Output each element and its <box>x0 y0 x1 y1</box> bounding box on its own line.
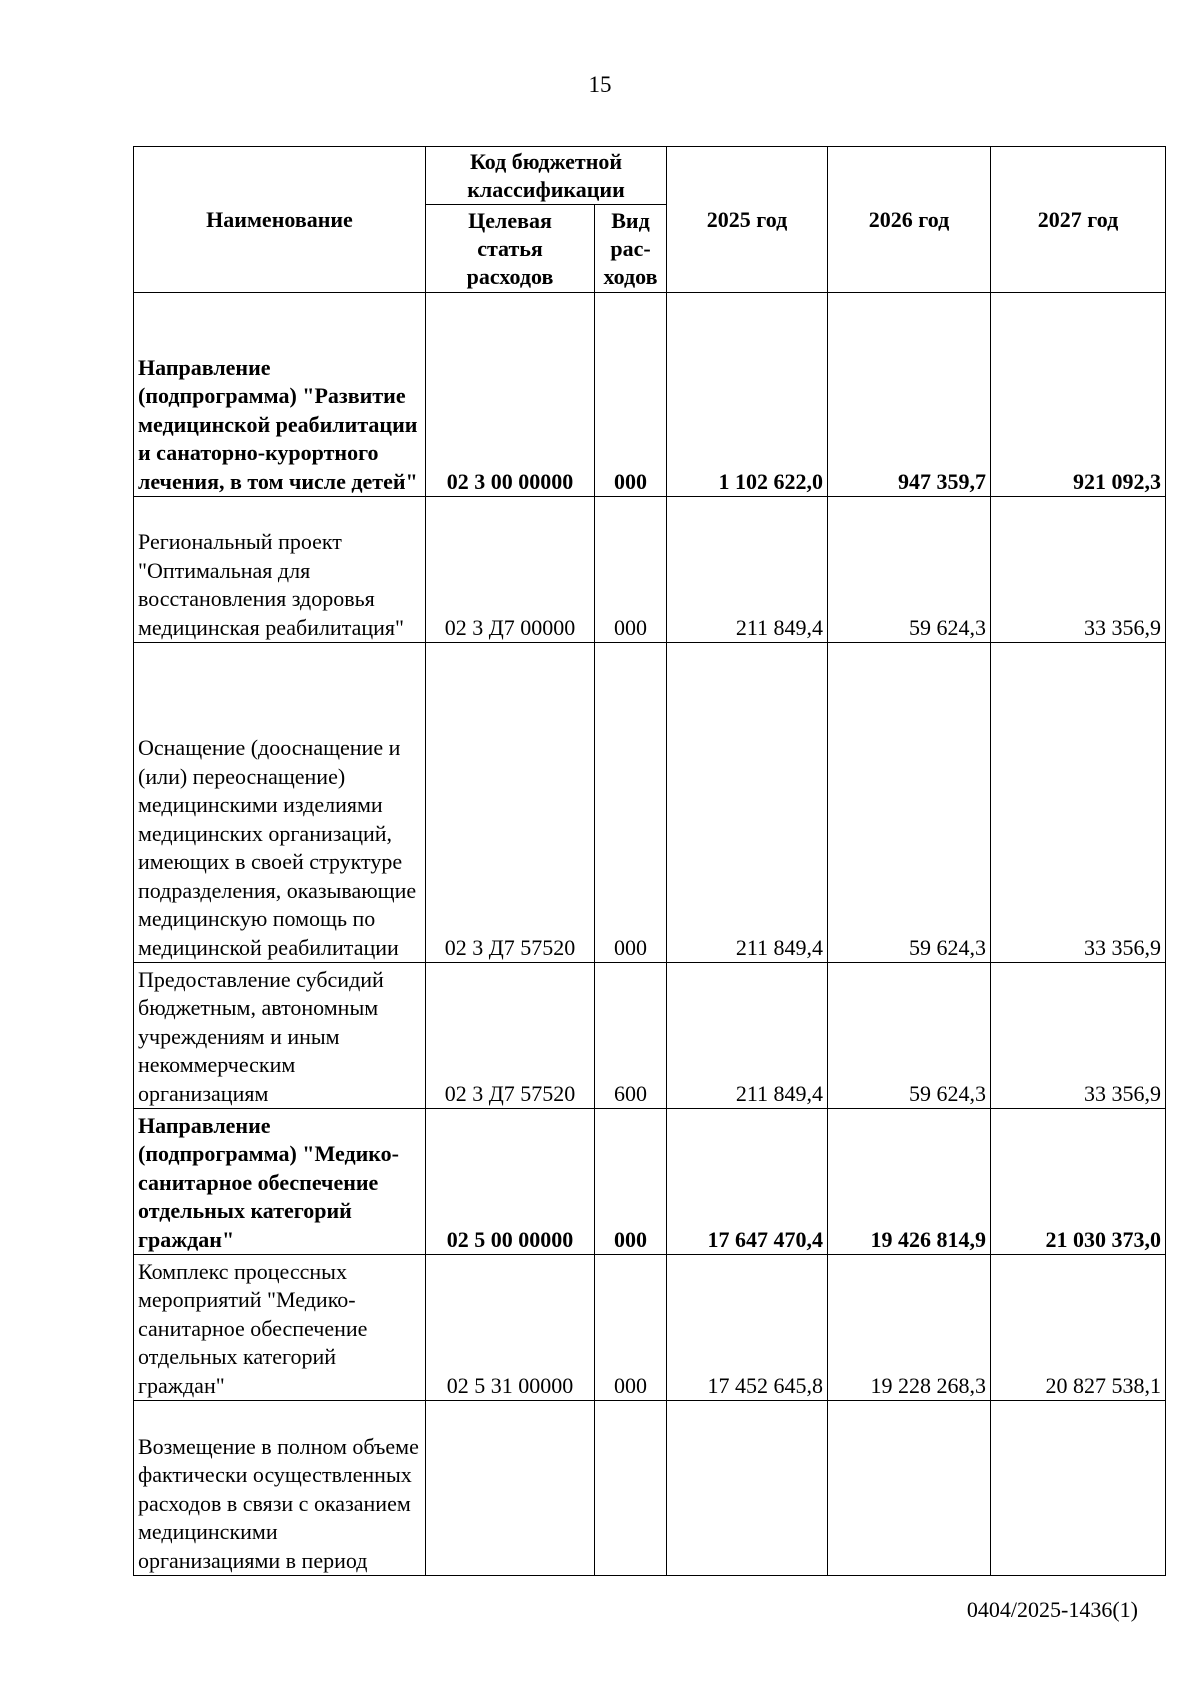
table-row <box>134 1255 1166 1401</box>
row-expense-type <box>595 1401 667 1576</box>
row-target-item <box>426 1401 595 1576</box>
row-expense-type: 000 <box>595 1109 667 1255</box>
row-target-item: 02 3 Д7 57520 <box>426 643 595 963</box>
row-name: Предоставление субсидий бюджетным, автономным учреждениям и иным некоммерческим организациям <box>134 963 426 1109</box>
row-target-item: 02 5 31 00000 <box>426 1255 595 1401</box>
row-2025: 17 452 645,8 <box>667 1255 828 1401</box>
row-target-item: 02 3 Д7 57520 <box>426 963 595 1109</box>
row-target-item: 02 3 00 00000 <box>426 293 595 497</box>
row-2027: 21 030 373,0 <box>991 1109 1166 1255</box>
header-target-item: Целевая статья расходов <box>426 205 595 293</box>
row-2026: 59 624,3 <box>828 497 991 643</box>
row-2026: 19 426 814,9 <box>828 1109 991 1255</box>
row-2027: 33 356,9 <box>991 963 1166 1109</box>
row-2025: 17 647 470,4 <box>667 1109 828 1255</box>
row-expense-type: 000 <box>595 293 667 497</box>
row-name: Возмещение в полном объеме фактически осуществленных расходов в связи с оказанием медицинскими организациями в период <box>134 1401 426 1576</box>
row-name: Комплекс процессных мероприятий "Медико-санитарное обеспечение отдельных категорий граждан" <box>134 1255 426 1401</box>
row-2026: 59 624,3 <box>828 643 991 963</box>
row-2026: 19 228 268,3 <box>828 1255 991 1401</box>
table-row <box>134 963 1166 1109</box>
row-2025: 211 849,4 <box>667 497 828 643</box>
row-2025 <box>667 1401 828 1576</box>
header-name: Наименование <box>134 147 426 293</box>
row-2025: 1 102 622,0 <box>667 293 828 497</box>
row-2026: 947 359,7 <box>828 293 991 497</box>
row-expense-type: 600 <box>595 963 667 1109</box>
row-2027: 20 827 538,1 <box>991 1255 1166 1401</box>
row-2027 <box>991 1401 1166 1576</box>
table-row <box>134 1109 1166 1255</box>
row-target-item: 02 5 00 00000 <box>426 1109 595 1255</box>
header-2026: 2026 год <box>828 147 991 293</box>
row-name: Оснащение (дооснащение и (или) переоснащение) медицинскими изделиями медицинских организаций, имеющих в своей структуре подразделения, оказывающие медицинскую помощь по медицинской реабилитации <box>134 643 426 963</box>
row-name: Региональный проект "Оптимальная для восстановления здоровья медицинская реабилитация" <box>134 497 426 643</box>
row-expense-type: 000 <box>595 643 667 963</box>
row-name: Направление (подпрограмма) "Медико-санитарное обеспечение отдельных категорий граждан" <box>134 1109 426 1255</box>
row-expense-type: 000 <box>595 1255 667 1401</box>
row-2027: 33 356,9 <box>991 497 1166 643</box>
row-2026: 59 624,3 <box>828 963 991 1109</box>
row-expense-type: 000 <box>595 497 667 643</box>
row-2027: 33 356,9 <box>991 643 1166 963</box>
header-2027: 2027 год <box>991 147 1166 293</box>
row-2025: 211 849,4 <box>667 643 828 963</box>
row-2025: 211 849,4 <box>667 963 828 1109</box>
row-2026 <box>828 1401 991 1576</box>
page-number: 15 <box>588 72 612 97</box>
header-budget-code: Код бюджетной классификации <box>426 147 667 205</box>
row-2027: 921 092,3 <box>991 293 1166 497</box>
row-target-item: 02 3 Д7 00000 <box>426 497 595 643</box>
budget-table <box>133 146 1166 1576</box>
table-row <box>134 1401 1166 1576</box>
row-name: Направление (подпрограмма) "Развитие медицинской реабилитации и санаторно-курортного лечения, в том числе детей" <box>134 293 426 497</box>
header-expense-type: Вид рас-ходов <box>595 205 667 293</box>
document-id: 0404/2025-1436(1) <box>966 1597 1138 1622</box>
table-row <box>134 643 1166 963</box>
table-row <box>134 293 1166 497</box>
table-row <box>134 497 1166 643</box>
header-2025: 2025 год <box>667 147 828 293</box>
